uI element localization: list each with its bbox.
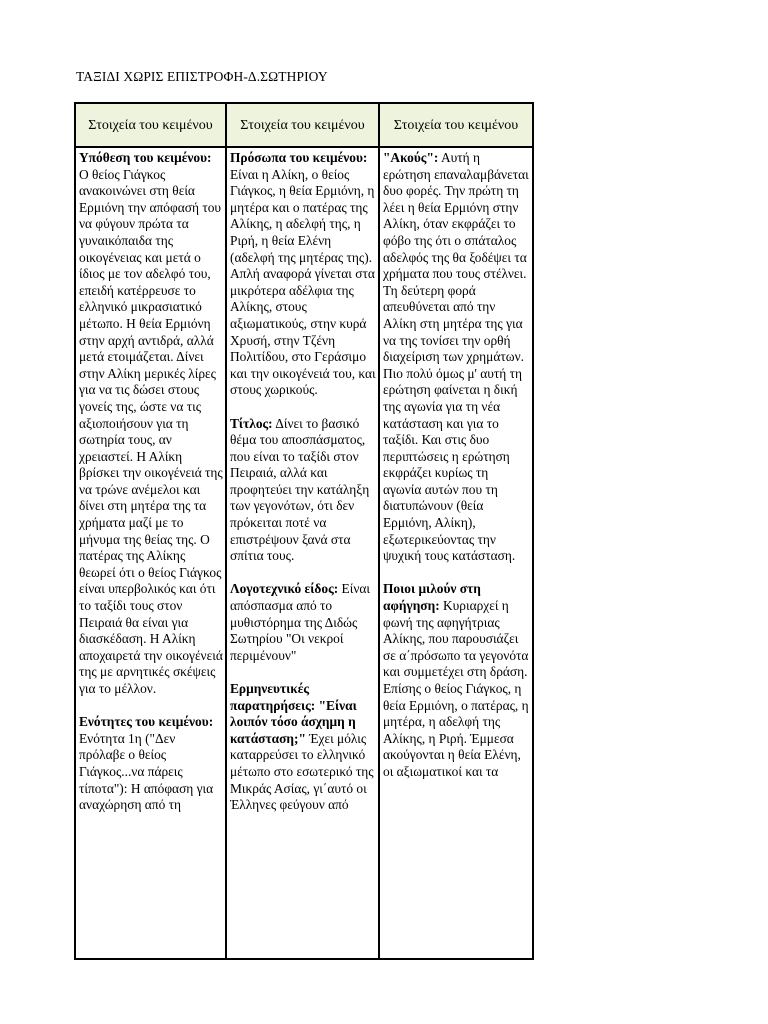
- paragraph-text: Δίνει το βασικό θέμα του αποσπάσματος, που είναι το ταξίδι στον Πειραιά, αλλά και προφητεύει την κατάληξη των γεγονότων, ότι δεν πρόκειται ποτέ να επιστρέψουν ξανά στα σπίτια τους.: [230, 415, 370, 564]
- table-cell-col3: [379, 147, 533, 959]
- paragraph-heading: "Ακούς":: [383, 150, 439, 165]
- paragraph-text: Είναι η Αλίκη, ο θείος Γιάγκος, η θεία Ερμιόνη, η μητέρα και ο πατέρας της Αλίκης, η αδελφή της, η Ριρή, η θεία Ελένη (αδελφή της μητέρας της). Απλή αναφορά γίνεται στα μικρότερα αδέλφια της Αλίκης, στους αξιωματικούς, στην κυρά Χρυσή, στην Τζένη Πολιτίδου, στο Γεράσιμο και την οικογένειά του, και στους χωρικούς.: [230, 166, 376, 398]
- document-title: ΤΑΞΙΔΙ ΧΩΡΙΣ ΕΠΙΣΤΡΟΦΗ-Δ.ΣΩΤΗΡΙΟΥ: [76, 69, 328, 84]
- table-row: [75, 147, 533, 959]
- paragraph-characters: [230, 150, 376, 399]
- content-table: [74, 102, 534, 960]
- paragraph-text: Έχει μόλις καταρρεύσει το ελληνικό μέτωπο στο εσωτερικό της Μικράς Ασίας, γι΄αυτό οι Έλληνες φεύγουν από: [230, 730, 374, 813]
- column-header: Στοιχεία του κειμένου: [75, 103, 226, 147]
- paragraph-text: Ενότητα 1η ("Δεν πρόλαβε ο θείος Γιάγκος...να πάρεις τίποτα"): Η απόφαση για αναχώρηση από τη: [79, 730, 214, 813]
- paragraph-heading: Τίτλος:: [230, 415, 273, 431]
- table-cell-col1: [75, 147, 226, 959]
- paragraph-text: Κυριαρχεί η φωνή της αφηγήτριας Αλίκης, που παρουσιάζει σε α΄πρόσωπο τα γεγονότα και συμμετέχει στη δράση. Επίσης ο θείος Γιάγκος, η θεία Ερμιόνη, ο πατέρας, η μητέρα, η αδελφή της Αλίκης, η Ριρή. Έμμεσα ακούγονται η θεία Ελένη, οι αξιωματικοί και τα: [383, 598, 529, 779]
- table-cell-col2: [226, 147, 379, 959]
- paragraph-heading: Πρόσωπα του κειμένου:: [230, 150, 368, 165]
- paragraph-interpretive-notes: [230, 681, 376, 814]
- paragraph-text: Αυτή η ερώτηση επαναλαμβάνεται δυο φορές. Την πρώτη τη λέει η θεία Ερμιόνη στην Αλίκη, όταν εκφράζει το φόβο της ότι ο σπάταλος αδελφός της θα ξοδέψει τα χρήματα που τους στέλνει. Τη δεύτερη φορά απευθύνεται από την Αλίκη στη μητέρα της για να της τονίσει την ορθή διαχείριση των χρημάτων. Πιο πολύ όμως μ' αυτή τη ερώτηση φαίνεται η δική της αγωνία για τη νέα κατάσταση και για το ταξίδι. Και στις δυο περιπτώσεις η ερώτηση εκφράζει κυρίως τη αγωνία αυτών που τη διατυπώνουν (θεία Ερμιόνη, Αλίκη), εξωτερικεύοντας την ψυχική τους κατάσταση.: [383, 150, 529, 564]
- paragraph-heading: Λογοτεχνικό είδος:: [230, 581, 339, 597]
- column-header: Στοιχεία του κειμένου: [226, 103, 379, 147]
- paragraph-plot: [79, 150, 223, 698]
- paragraph-heading: Υπόθεση του κειμένου:: [79, 150, 212, 165]
- paragraph-heading: Ποιοι μιλούν στη αφήγηση:: [383, 581, 481, 614]
- column-header: Στοιχεία του κειμένου: [379, 103, 533, 147]
- paragraph-genre: [230, 581, 376, 664]
- paragraph-text: Είναι απόσπασμα από το μυθιστόρημα της Διδώς Σωτηρίου "Οι νεκροί περιμένουν": [230, 581, 370, 663]
- paragraph-akous: [383, 150, 530, 565]
- paragraph-narration-voices: [383, 581, 530, 780]
- paragraph-heading: Ερμηνευτικές παρατηρήσεις: "Είναι λοιπόν τόσο άσχημη η κατάσταση;": [230, 681, 357, 746]
- table-header-row: [75, 103, 533, 147]
- paragraph-title: [230, 416, 376, 565]
- paragraph-sections: [79, 714, 223, 814]
- paragraph-heading: Ενότητες του κειμένου:: [79, 714, 214, 730]
- paragraph-text: Ο θείος Γιάγκος ανακοινώνει στη θεία Ερμιόνη την απόφασή του να φύγουν πρώτα τα γυναικόπαιδα της οικογένειας και μετά ο ίδιος με τον αδελφό του, επειδή κατέρρευσε το ελληνικό μικρασιατικό μέτωπο. Η θεία Ερμιόνη στην αρχή αντιδρά, αλλά μετά ετοιμάζεται. Δίνει στην Αλίκη μερικές λίρες για να τις δώσει στους γονείς της, ώστε να τις αξιοποιήσουν για τη σωτηρία τους, αν χρειαστεί. Η Αλίκη βρίσκει την οικογένειά της να τρώνε ανέμελοι και δίνει στη μητέρα της τα χρήματα μαζί με το μήνυμα της θείας της. Ο πατέρας της Αλίκης θεωρεί ότι ο θείος Γιάγκος είναι υπερβολικός και ότι το ταξίδι τους στον Πειραιά θα είναι για διασκέδαση. Η Αλίκη αποχαιρετά την οικογένειά της με αρνητικές σκέψεις για το μέλλον.: [79, 166, 223, 696]
